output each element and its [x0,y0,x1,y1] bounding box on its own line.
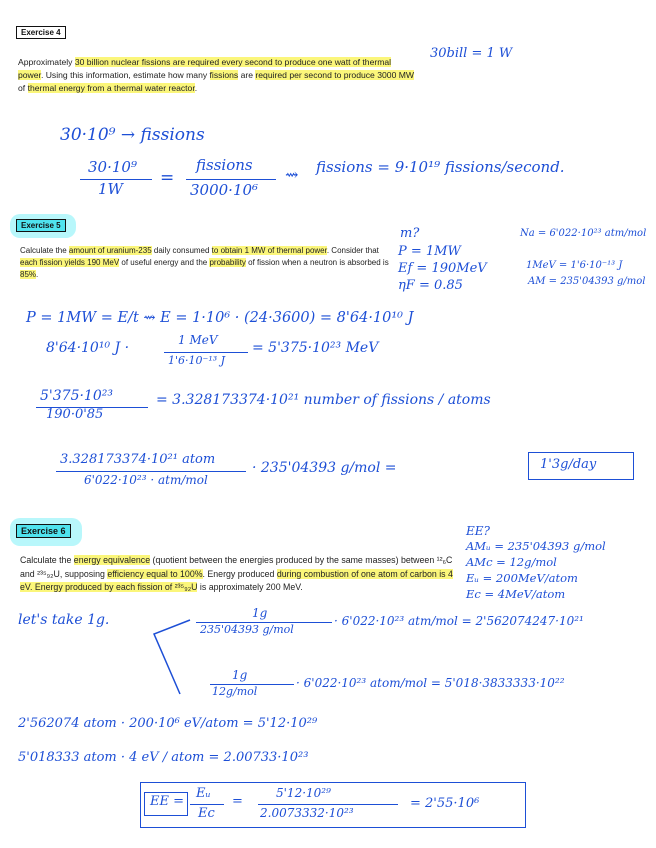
ex5-line2-den: 1'6·10⁻¹³ J [168,354,226,367]
ex6-text-part: is approximately 200 MeV. [197,582,303,592]
ex5-text-part: each fission yields 190 MeV [20,258,120,267]
ex5-given-eta: ηF = 0.85 [398,278,463,293]
ex4-text-part: required per second to produce 3000 MW [255,70,415,80]
ex4-result: fissions = 9·10¹⁹ fissions/second. [316,158,565,176]
ex6-final-num2: 5'12·10²⁹ [276,786,331,800]
exercise-4-title: Exercise 4 [16,26,66,39]
ex6-given-amu: AMᵤ = 235'04393 g/mol [466,539,606,553]
ex6-text-part: energy equivalence [73,555,151,565]
ex5-line1: P = 1MW = E/t ⇝ E = 1·10⁶ · (24·3600) = 8'64·10¹⁰ J [26,310,414,326]
ex5-text-part: 85% [20,270,37,279]
ex4-line1: 30·10⁹ → fissions [60,125,205,145]
ex4-text-part: of [18,83,28,93]
ex6-final-num1: Eᵤ [196,786,211,801]
ex4-frac2-num: fissions [196,156,253,174]
exercise-5-title: Exercise 5 [16,219,66,232]
ex5-line4b: · 235'04393 g/mol = [252,460,397,476]
ex5-na: Na = 6'022·10²³ atm/mol [520,228,647,239]
ex4-frac2-den: 3000·10⁶ [190,181,259,199]
exercise-5-text [20,245,390,281]
ex4-text-part: 30 billion nuclear fissions are required every second to produce one watt of thermal power [18,57,392,80]
ex4-text-part: . [194,83,198,93]
ex4-text-part: fissions [209,70,239,80]
ex6-text-part: Calculate the [20,555,74,565]
ex6-b1-num: 1g [252,606,268,620]
ex6-text-part: efficiency equal to 100% [107,568,203,579]
exercise-6-title: Exercise 6 [16,524,71,538]
ex4-text-part: . Using this information, estimate how many [40,70,210,80]
ex5-line4-den: 6'022·10²³ · atm/mol [84,473,208,487]
ex5-given-ef: Ef = 190MeV [398,261,487,276]
ex4-text-part: Approximately [18,57,75,67]
ex6-b2-den: 12g/mol [212,685,258,698]
ex6-lets-take: let's take 1g. [18,612,110,628]
ex5-line3b: = 3.328173374·10²¹ number of fissions / atoms [156,392,491,408]
ex5-text-part: to obtain 1 MW of thermal power [211,246,327,255]
ex6-line6: 5'018333 atom · 4 eV / atom = 2.00733·10²³ [18,750,309,765]
ex4-text-part: thermal energy from a thermal water reactor [27,83,195,93]
ex5-given-q: m? [400,226,420,241]
exercise-4-text [18,56,416,95]
ex4-side-note: 30bill = 1 W [430,46,513,61]
ex5-result: 1'3g/day [540,457,597,472]
ex6-final-eq: = [232,794,243,809]
ex5-am: AM = 235'04393 g/mol [528,276,646,287]
ex6-text-part: (quotient between the energies produced by the same masses) between ¹²₆C and ²³⁵₉₂U, supposing [20,555,453,579]
ex4-frac1-den: 1W [98,180,123,198]
ex5-line3-num: 5'375·10²³ [40,388,113,404]
ex6-given-ee: EE? [466,524,490,538]
ex6-final-den2: 2.0073332·10²³ [260,806,354,820]
ex5-line2-num: 1 MeV [178,333,218,347]
ex6-given-eu: Eᵤ = 200MeV/atom [466,571,578,585]
ex4-arrow: ⇝ [285,165,299,184]
ex5-text-part: . [36,270,39,279]
ex6-line5: 2'562074 atom · 200·10⁶ eV/atom = 5'12·10²⁹ [18,716,318,731]
ex6-b2-num: 1g [232,668,248,682]
ex6-b1-rest: · 6'022·10²³ atm/mol = 2'562074247·10²¹ [334,614,584,628]
ex6-final-den1: Ec [198,806,215,821]
ex6-text-part: during combustion of one atom of carbon is 4 eV. Energy produced by each fission of ²³⁵₉₂U [20,568,453,592]
ex5-text-part: of useful energy and the [119,258,210,267]
ex6-given-amc: AMc = 12g/mol [466,555,557,569]
ex5-given-p: P = 1MW [398,244,461,259]
ex6-branch-lines [150,612,200,702]
ex5-line3-den: 190·0'85 [46,407,104,422]
ex6-final-ee: EE = [150,794,185,809]
ex5-text-part: daily consumed [151,246,212,255]
ex6-final-result: = 2'55·10⁶ [410,796,480,811]
ex6-b1-den: 235'04393 g/mol [200,623,294,636]
ex5-text-part: probability [209,258,246,267]
ex5-text-part: Calculate the [20,246,69,255]
ex6-given-ec: Ec = 4MeV/atom [466,587,566,601]
ex5-line2a: 8'64·10¹⁰ J · [46,340,130,356]
ex4-eq: = [160,168,175,188]
ex6-text-part: . Energy produced [202,568,277,579]
ex4-text-part: are [238,70,256,80]
ex5-line4-num: 3.328173374·10²¹ atom [60,452,216,467]
exercise-6-text [20,554,458,595]
ex4-frac1-num: 30·10⁹ [88,158,137,176]
ex5-text-part: of fission when a neutron is absorbed is [245,258,389,267]
ex5-line2b: = 5'375·10²³ MeV [252,340,379,356]
ex5-text-part: . Consider that [326,246,379,255]
ex5-text-part: amount of uranium-235 [68,246,152,255]
ex6-b2-rest: · 6'022·10²³ atom/mol = 5'018·3833333·10²² [296,676,565,690]
ex5-mev: 1MeV = 1'6·10⁻¹³ J [526,260,623,271]
